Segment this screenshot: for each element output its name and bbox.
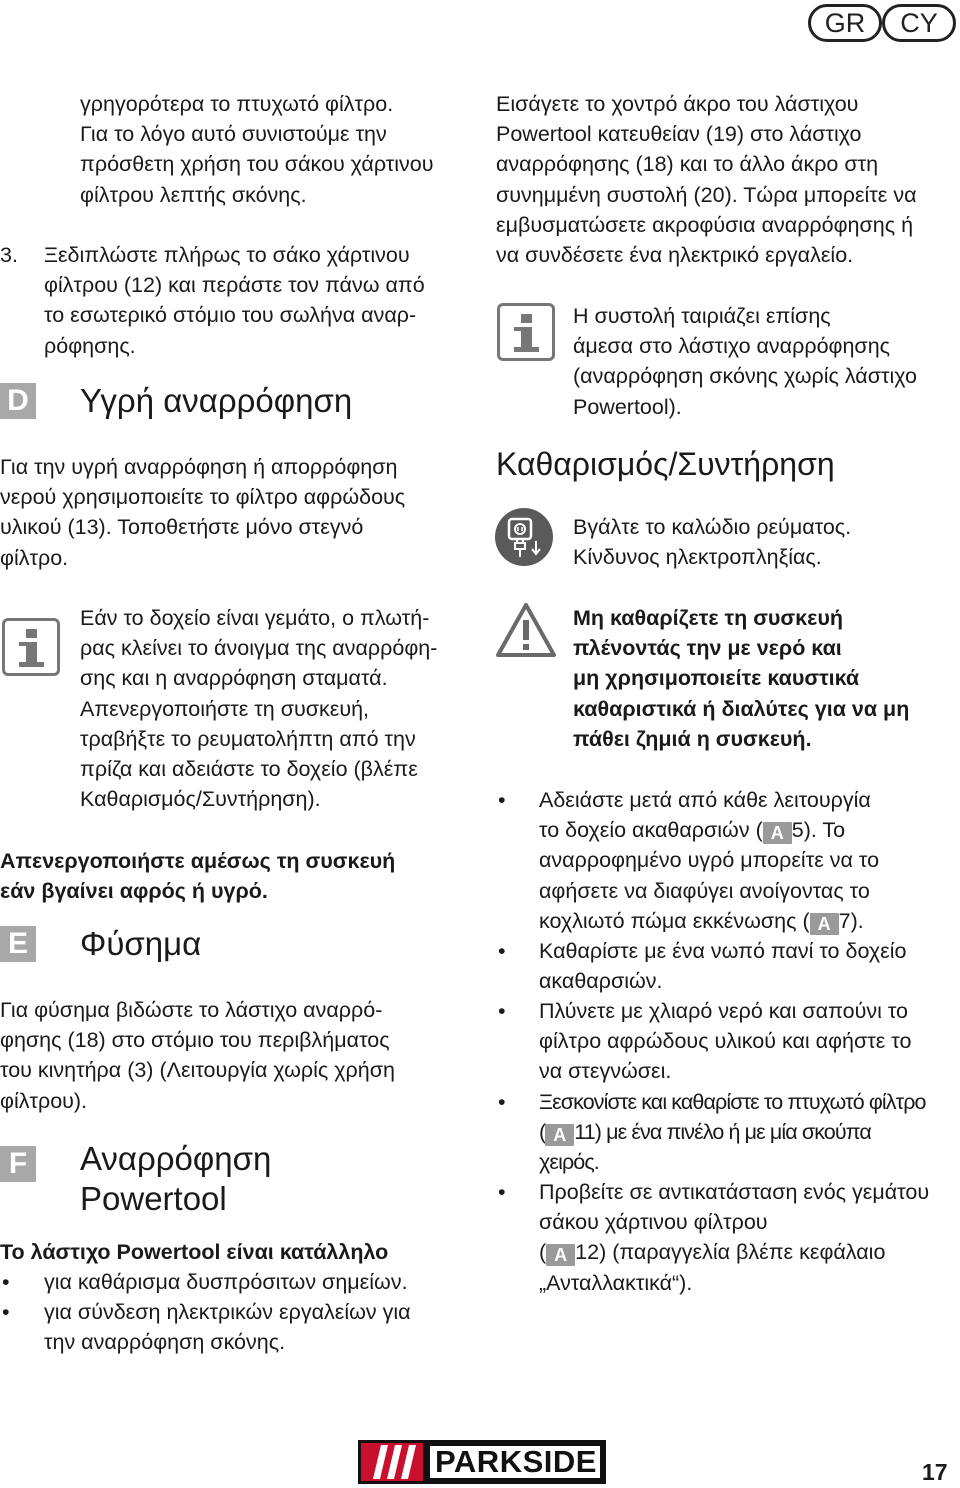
text-line: φίλτρου (12) και περάστε τον πάνω από [44, 273, 425, 298]
powertool-bullet: για καθάρισμα δυσπρόσιτων σημείων. [44, 1270, 408, 1294]
text-line: το εσωτερικό στόμιο του σωλήνα αναρ- [44, 303, 417, 328]
text-line: σης και η αναρρόφηση σταματά. [80, 666, 388, 691]
wet-suction-paragraph [0, 452, 405, 573]
text-line: να στεγνώσει. [539, 1059, 672, 1084]
text-line: Για την υγρή αναρρόφηση ή απορρόφηση [0, 455, 398, 479]
text-line: „Ανταλλακτικά“). [539, 1270, 693, 1295]
section-title-blowing: Φύσημα [80, 925, 202, 962]
unplug-icon [494, 507, 554, 567]
text-line: πρόσθετη χρήση του σάκου χάρτινου [80, 152, 434, 177]
title-line: Αναρρόφηση [80, 1140, 272, 1177]
bullet-dot: • [498, 939, 506, 963]
text-line: νερού χρησιμοποιείτε το φίλτρο αφρώδους [0, 485, 406, 510]
page-number: 17 [922, 1459, 948, 1485]
text-line: πάθει ζημιά η συσκευή. [573, 726, 812, 751]
text-line: Καθαρισμός/Συντήρηση). [80, 787, 321, 812]
text-line: συνημμένη συστολή (20). Τώρα μπορείτε να [496, 182, 917, 207]
text-line: ( A 11) με ένα πινέλο ή με μία σκούπα [539, 1120, 871, 1146]
figure-a-badge: A [810, 913, 839, 935]
cleaning-warning [573, 603, 909, 754]
text-line: Προβείτε σε αντικατάσταση ενός γεμάτου [539, 1180, 930, 1204]
text-line: γρηγορότερα το πτυχωτό φίλτρο. [80, 92, 394, 116]
text-line: για σύνδεση ηλεκτρικών εργαλείων για [44, 1300, 411, 1324]
cleaning-bullet-4 [539, 1087, 926, 1178]
text-line: Ξεσκονίστε και καθαρίστε το πτυχωτό φίλτρο [539, 1090, 926, 1114]
blowing-paragraph [0, 995, 395, 1116]
section-title-wet-suction: Υγρή αναρρόφηση [80, 382, 353, 419]
cleaning-bullet-2 [539, 936, 906, 996]
text-line: φησης (18) στο στόμιο του περιβλήματος [0, 1028, 390, 1053]
text-line: ρόφησης. [44, 333, 136, 358]
info-icon [497, 303, 555, 361]
text-line: φίλτρου). [0, 1088, 88, 1113]
text-line: ακαθαρσιών. [539, 969, 663, 994]
text-line: πρίζα και αδειάστε το δοχείο (βλέπε [80, 757, 418, 782]
text-line: φίλτρο αφρώδους υλικού και αφήστε το [539, 1029, 912, 1054]
parkside-logo [358, 1440, 606, 1484]
text-line: Powertool). [573, 394, 682, 419]
text-line: Ξεδιπλώστε πλήρως το σάκο χάρτινου [44, 243, 410, 267]
cleaning-bullet-3 [539, 996, 911, 1087]
text-line: (αναρρόφηση σκόνης χωρίς λάστιχο [573, 364, 917, 389]
text-line: μη χρησιμοποιείτε καυστικά [573, 666, 860, 691]
cleaning-bullet-1 [539, 785, 879, 936]
text-line: χειρός. [539, 1150, 599, 1175]
text-line: αφήσετε να διαφύγει ανοίγοντας το [539, 878, 870, 903]
brand-name: PARKSIDE [435, 1444, 597, 1479]
intro-paragraph [80, 89, 433, 210]
bullet-dot: • [498, 1180, 506, 1204]
bullet-dot: • [498, 999, 506, 1023]
text-line: Κίνδυνος ηλεκτροπληξίας. [573, 545, 822, 570]
adapter-info-note [573, 301, 917, 422]
unplug-note [573, 512, 851, 572]
info-icon [2, 618, 60, 676]
text-line: σάκου χάρτινου φίλτρου [539, 1210, 768, 1235]
section-letter-d: D [0, 383, 36, 419]
text-line: Η συστολή ταιριάζει επίσης [573, 304, 831, 328]
text-line: Εισάγετε το χοντρό άκρο του λάστιχου [496, 92, 859, 116]
text-line: Πλύνετε με χλιαρό νερό και σαπούνι το [539, 999, 909, 1023]
bullet-dot: • [498, 788, 506, 812]
text-line: τραβήξτε το ρευματολήπτη από την [80, 726, 416, 751]
figure-a-badge: A [763, 822, 792, 844]
text-line: φίλτρου λεπτής σκόνης. [80, 182, 307, 207]
text-line: πλένοντάς την με νερό και [573, 636, 842, 661]
language-badge-gr: GR [808, 4, 882, 42]
text-line: Βγάλτε το καλώδιο ρεύματος. [573, 515, 852, 539]
text-line: την αναρρόφηση σκόνης. [44, 1330, 286, 1355]
text-line: υλικού (13). Τοποθετήστε μόνο στεγνό [0, 515, 364, 540]
text-line: αναρροφημένο υγρό μπορείτε να το [539, 848, 880, 873]
text-line: Εάν το δοχείο είναι γεμάτο, ο πλωτή- [80, 606, 430, 630]
text-line: Απενεργοποιήστε τη συσκευή, [80, 696, 370, 721]
text-line: Για φύσημα βιδώστε το λάστιχο αναρρό- [0, 998, 383, 1022]
bullet-dot: • [2, 1270, 10, 1294]
bullet-dot: • [498, 1090, 506, 1114]
text-line: Powertool κατευθείαν (19) στο λάστιχο [496, 122, 862, 147]
powertool-bullet [44, 1297, 411, 1357]
text-line: εμβυσματώσετε ακροφύσια αναρρόφησης ή [496, 212, 914, 237]
powertool-heading: Το λάστιχο Powertool είναι κατάλληλο [0, 1240, 389, 1264]
step-3-paragraph [44, 240, 425, 361]
cleaning-bullet-5 [539, 1177, 929, 1298]
text-line: Για το λόγο αυτό συνιστούμε την [80, 122, 387, 147]
insert-paragraph [496, 89, 917, 270]
warning-triangle-icon [495, 602, 557, 658]
foam-warning [0, 846, 395, 906]
text-line: το δοχείο ακαθαρσιών ( A 5). Το [539, 818, 846, 844]
text-line: να συνδέσετε ένα ηλεκτρικό εργαλείο. [496, 243, 854, 268]
section-title-powertool [80, 1139, 271, 1219]
text-line: Καθαρίστε με ένα νωπό πανί το δοχείο [539, 939, 907, 963]
text-line: καθαριστικά ή διαλύτες για να μη [573, 696, 910, 721]
text-line: άμεσα στο λάστιχο αναρρόφησης [573, 334, 891, 359]
text-line: του κινητήρα (3) (Λειτουργία χωρίς χρήση [0, 1058, 395, 1083]
text-line: φίλτρο. [0, 545, 69, 570]
step-3-number: 3. [0, 243, 18, 267]
language-badge-cy: CY [882, 4, 956, 42]
text-line: αναρρόφησης (18) και το άλλο άκρο στη [496, 152, 879, 177]
figure-a-badge: A [545, 1124, 574, 1146]
text-line: Αδειάστε μετά από κάθε λειτουργία [539, 788, 871, 812]
text-line: Απενεργοποιήστε αμέσως τη συσκευή [0, 849, 396, 873]
text-line: κοχλιωτό πώμα εκκένωσης ( A 7). [539, 908, 864, 934]
title-line: Powertool [80, 1180, 227, 1217]
bullet-dot: • [2, 1300, 10, 1324]
text-line: ( A 12) (παραγγελία βλέπε κεφάλαιο [539, 1240, 886, 1266]
section-letter-e: E [0, 926, 36, 962]
section-title-cleaning: Καθαρισμός/Συντήρηση [496, 446, 835, 482]
info-note-float [80, 603, 437, 814]
text-line: Μη καθαρίζετε τη συσκευή [573, 606, 843, 630]
text-line: ρας κλείνει το άνοιγμα της αναρρόφη- [80, 636, 438, 661]
figure-a-badge: A [546, 1244, 575, 1266]
text-line: εάν βγαίνει αφρός ή υγρό. [0, 879, 268, 904]
section-letter-f: F [0, 1146, 36, 1182]
